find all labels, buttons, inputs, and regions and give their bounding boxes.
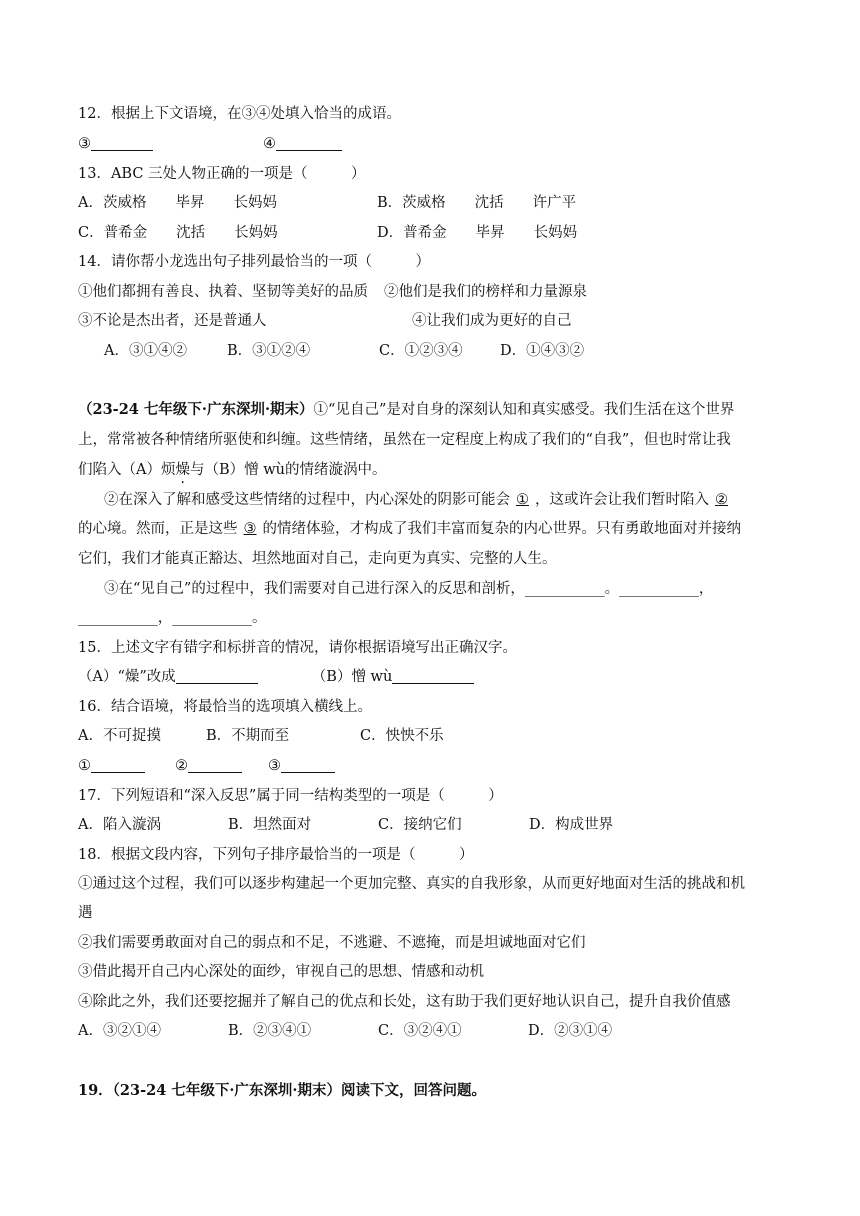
q13-option-b: B．茨威格 沈括 许广平 — [377, 195, 577, 211]
q16-blank-2[interactable] — [188, 756, 242, 773]
question-12: 12．根据上下文语境，在③④处填入恰当的成语。 — [78, 106, 401, 122]
q17-option-d: D．构成世界 — [529, 817, 614, 833]
q18-sentence-1-line-1: ①通过这个过程，我们可以逐步构建起一个更加完整、真实的自我形象，从而更好地面对生活的挑战和机 — [78, 876, 745, 892]
passage-line-7: ③在“见自己”的过程中，我们需要对自己进行深入的反思和剖析，___________。___________， — [104, 581, 714, 597]
blank-marker-3: ③ — [243, 521, 257, 537]
q14-option-d: D．①④③② — [500, 343, 585, 359]
q16-option-b: B．不期而至 — [206, 728, 290, 744]
q14-sentence-4: ④让我们成为更好的自己 — [412, 313, 572, 329]
q14-sentence-1: ①他们都拥有善良、执着、坚韧等美好的品质 — [78, 284, 368, 300]
question-18: 18．根据文段内容，下列句子排序最恰当的一项是（ ） — [78, 847, 474, 863]
q15-a-label: （A）“燥”改成 — [78, 669, 176, 685]
q15-answer-line — [78, 667, 474, 687]
dotted-char-zao: 燥 — [175, 462, 190, 478]
q17-option-c: C．接纳它们 — [378, 817, 462, 833]
q14-sentences-row-1 — [78, 282, 587, 302]
passage-line-3: 们陷入（A）烦燥与（B）憎 wù的情绪漩涡中。 — [78, 462, 387, 478]
q17-options — [78, 815, 613, 835]
q16-option-a: A．不可捉摸 — [78, 728, 161, 744]
q13-option-a: A．茨威格 毕昇 长妈妈 — [78, 195, 277, 211]
q14-sentence-3: ③不论是杰出者，还是普通人 — [78, 313, 267, 329]
question-17: 17．下列短语和“深入反思”属于同一结构类型的一项是（ ） — [78, 788, 503, 804]
q15-a-blank[interactable] — [176, 667, 258, 684]
passage-source: （23-24 七年级下·广东深圳·期末） — [78, 401, 314, 418]
q13-options-row-1 — [78, 193, 576, 213]
passage-line-2: 上，常常被各种情绪所驱使和纠缠。这些情绪，虽然在一定程度上构成了我们的“自我”，但也时常让我 — [78, 432, 731, 448]
q12-blank-3[interactable] — [91, 134, 153, 151]
q14-sentence-2: ②他们是我们的榜样和力量源泉 — [384, 284, 587, 300]
q16-options — [78, 726, 444, 746]
q17-option-b: B．坦然面对 — [228, 817, 312, 833]
q13-option-c: C．普希金 沈括 长妈妈 — [78, 225, 278, 241]
question-19: 19．（23-24 七年级下·广东深圳·期末）阅读下文，回答问题。 — [78, 1082, 486, 1099]
q14-options — [104, 341, 584, 361]
q16-blank-1[interactable] — [91, 756, 145, 773]
q12-blank-4-label: ④ — [263, 136, 276, 152]
q16-blank-3[interactable] — [281, 756, 335, 773]
blank-marker-2: ② — [715, 492, 728, 508]
passage-line-1-text: ①“见自己”是对自身的深刻认知和真实感受。我们生活在这个世界 — [313, 402, 735, 418]
q18-option-b: B．②③④① — [228, 1023, 312, 1039]
question-13: 13．ABC 三处人物正确的一项是（ ） — [78, 166, 366, 182]
blank-marker-1: ① — [516, 492, 529, 508]
q18-sentence-4: ④除此之外，我们还要挖掘并了解自己的优点和长处，这有助于我们更好地认识自己，提升自我价值感 — [78, 994, 731, 1010]
passage-line-6: 它们，我们才能真正豁达、坦然地面对自己，走向更为真实、完整的人生。 — [78, 551, 557, 567]
q13-options-row-2 — [78, 223, 577, 243]
q13-option-d: D．普希金 毕昇 长妈妈 — [377, 225, 578, 241]
q18-option-d: D．②③①④ — [528, 1023, 613, 1039]
q12-blank-3-label: ③ — [78, 136, 91, 152]
q16-answer-line: ① ② ③ — [78, 756, 335, 776]
q18-sentence-3: ③借此揭开自己内心深处的面纱，审视自己的思想、情感和动机 — [78, 964, 484, 980]
q16-option-c: C．怏怏不乐 — [360, 728, 444, 744]
q18-option-a: A．③②①④ — [78, 1023, 161, 1039]
q14-sentences-row-2 — [78, 311, 572, 331]
q14-option-c: C．①②③④ — [379, 343, 463, 359]
passage-line-8: ___________，___________。 — [78, 610, 267, 626]
q12-answer-line — [78, 134, 342, 154]
q14-option-b: B．③①②④ — [227, 343, 311, 359]
question-15: 15．上述文字有错字和标拼音的情况，请你根据语境写出正确汉字。 — [78, 640, 517, 656]
q15-b-label: （B）憎 wù — [311, 669, 393, 685]
q18-sentence-2: ②我们需要勇敢面对自己的弱点和不足，不逃避、不遮掩，而是坦诚地面对它们 — [78, 935, 586, 951]
passage-line-5: 的心境。然而，正是这些 ③ 的情绪体验，才构成了我们丰富而复杂的内心世界。只有勇敢地面对并接纳 — [78, 521, 741, 537]
question-14: 14．请你帮小龙选出句子排列最恰当的一项（ ） — [78, 254, 430, 270]
passage-line-4: ②在深入了解和感受这些情绪的过程中，内心深处的阴影可能会 ① ，这或许会让我们暂时陷入 ② — [104, 490, 734, 510]
q14-option-a: A．③①④② — [104, 343, 187, 359]
q18-options — [78, 1021, 612, 1041]
q17-option-a: A．陷入漩涡 — [78, 817, 161, 833]
question-16: 16．结合语境，将最恰当的选项填入横线上。 — [78, 699, 372, 715]
q12-blank-4[interactable] — [276, 134, 342, 151]
q15-b-blank[interactable] — [392, 667, 474, 684]
q18-sentence-1-line-2: 遇 — [78, 905, 93, 921]
passage-line-1 — [78, 400, 734, 420]
q18-option-c: C．③②④① — [378, 1023, 462, 1039]
